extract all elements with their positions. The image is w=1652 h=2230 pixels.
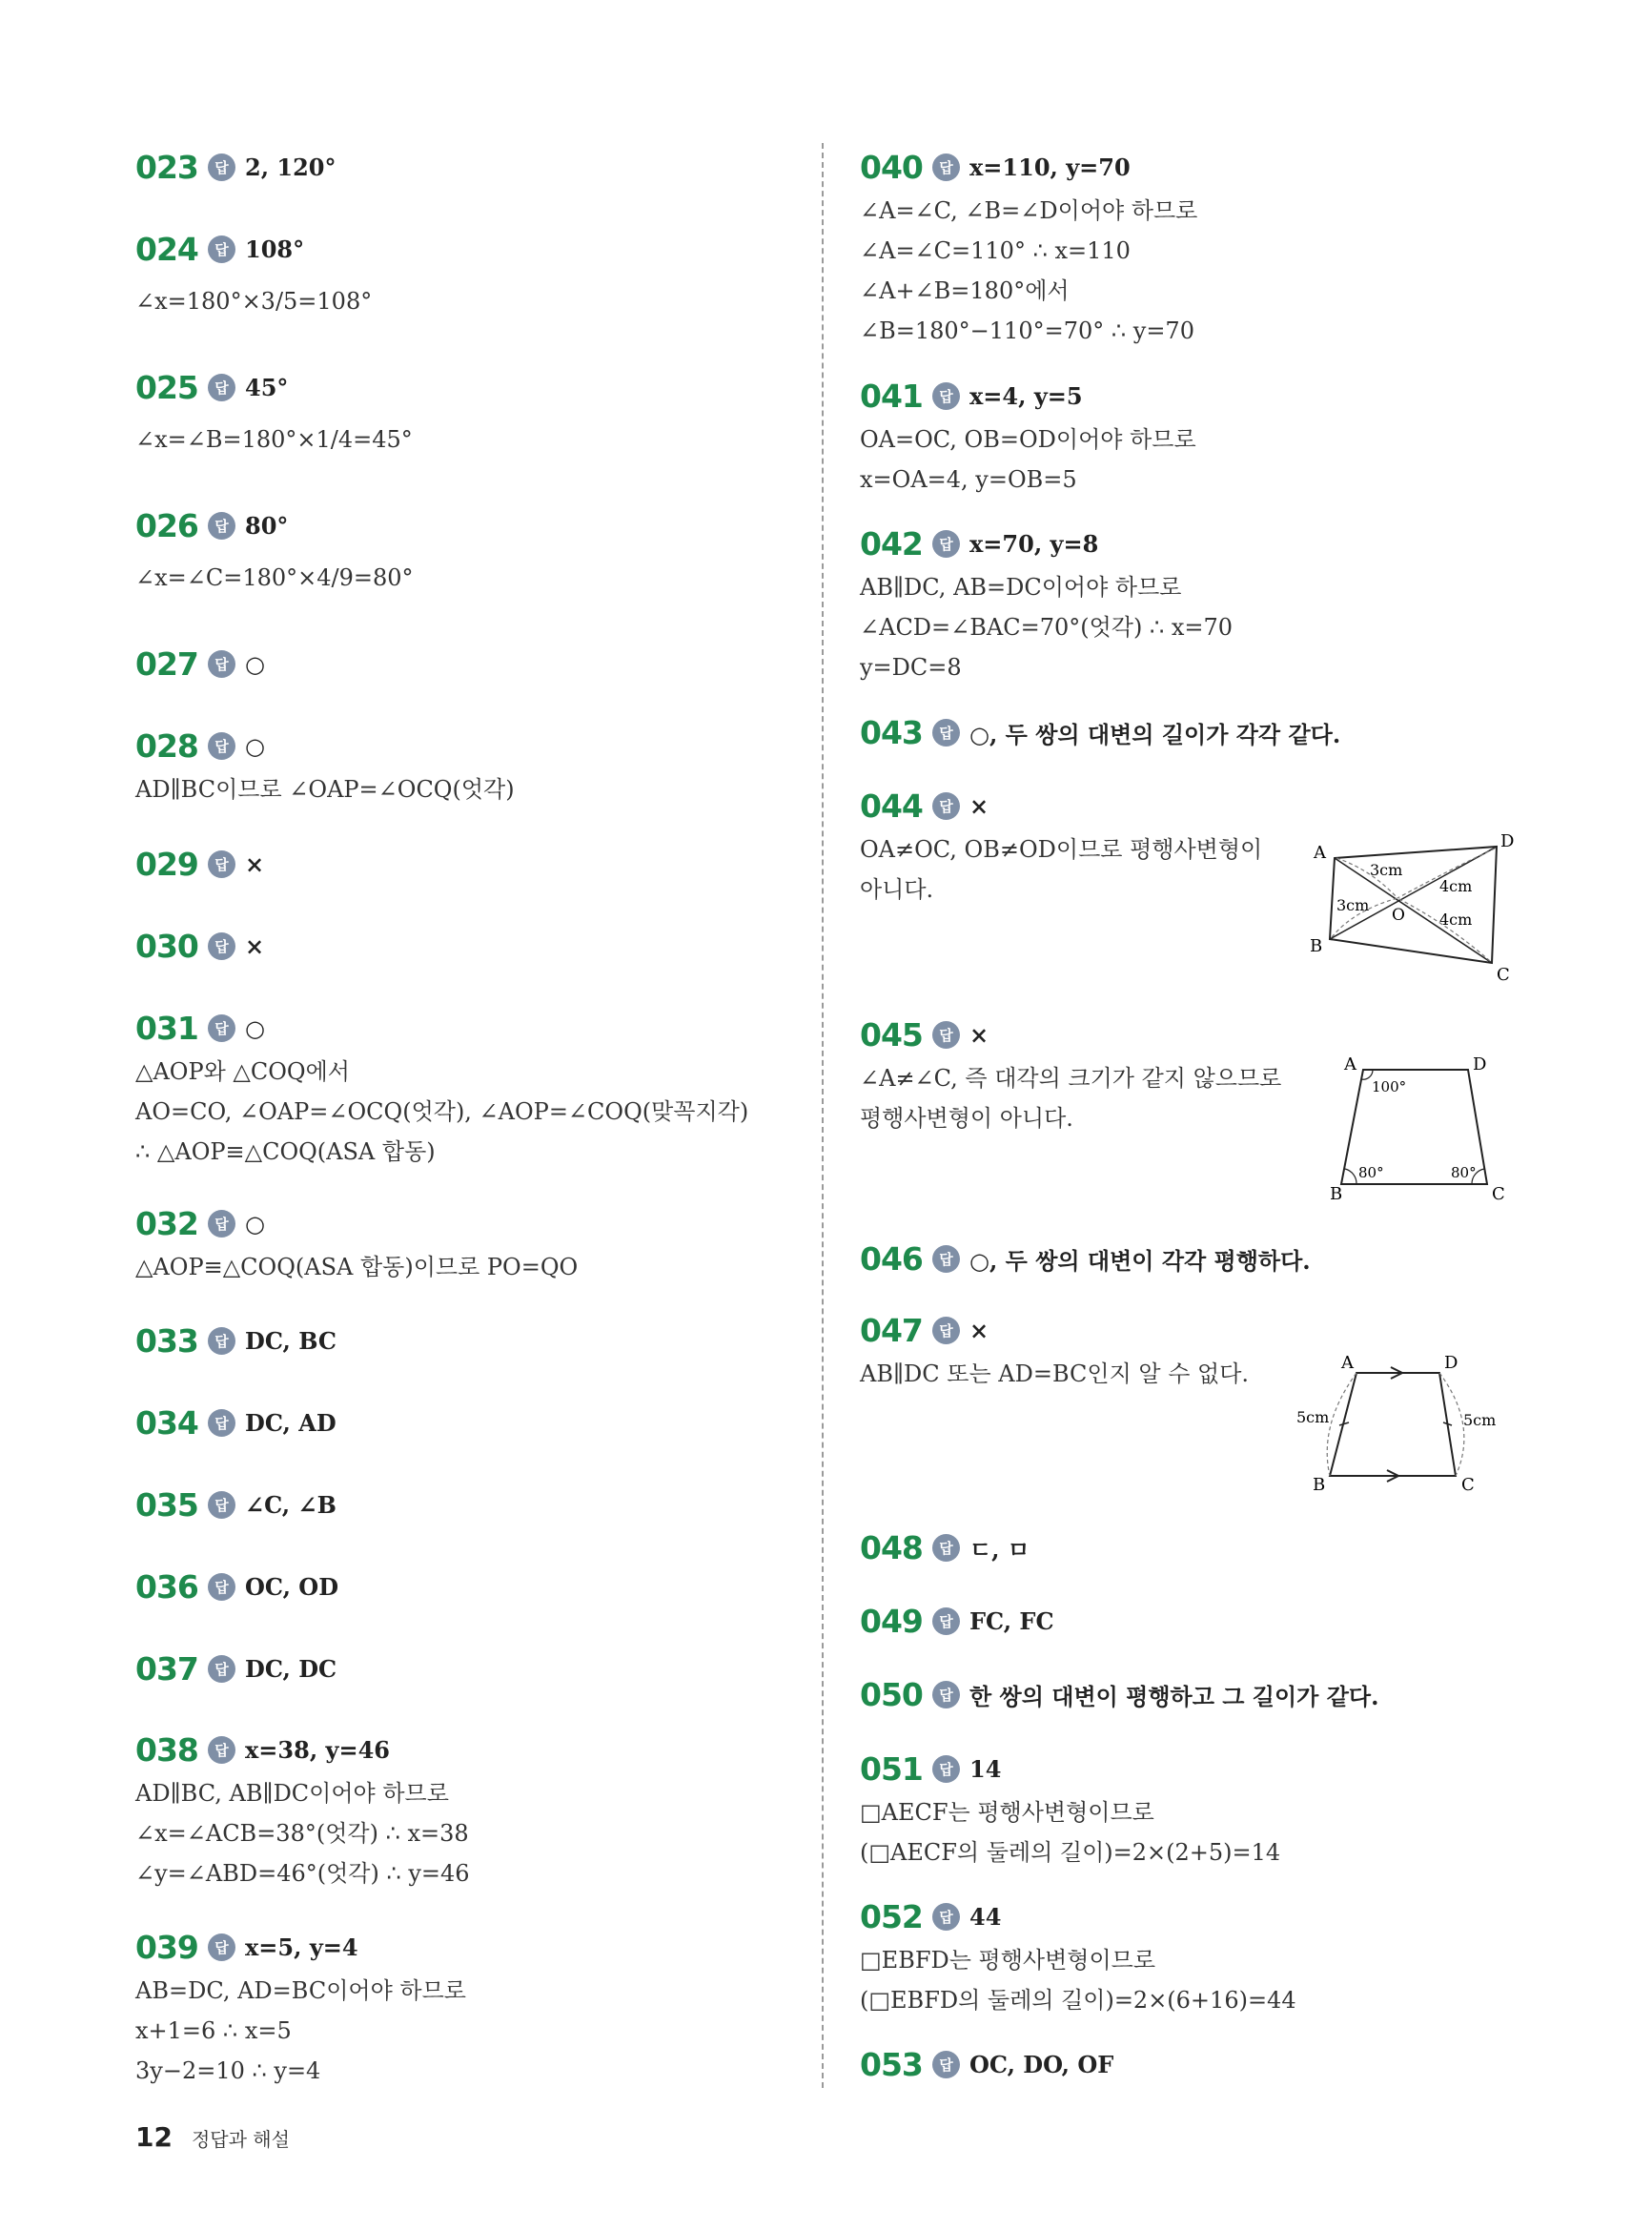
answer-badge-icon: 답 xyxy=(208,1736,235,1764)
problem-036 xyxy=(135,1563,803,1610)
problem-number: 036 xyxy=(135,1567,198,1606)
answer: OC, OD xyxy=(245,1572,339,1601)
answer: 2, 120° xyxy=(245,153,337,181)
problem-number: 030 xyxy=(135,927,198,965)
explanation-line: 3y−2=10 ∴ y=4 xyxy=(135,2057,321,2084)
problem-number: 024 xyxy=(135,230,198,268)
problem-040 xyxy=(860,143,1527,351)
explanation-line: ∠x=∠ACB=38°(엇각) ∴ x=38 xyxy=(135,1820,469,1847)
explanation-line: ∠A+∠B=180°에서 xyxy=(860,277,1070,304)
problem-039 xyxy=(135,1923,803,2091)
answer: x=38, y=46 xyxy=(245,1735,390,1764)
problem-number: 053 xyxy=(860,2045,923,2083)
answer-badge-icon: 답 xyxy=(208,932,235,960)
explanation-line: x=OA=4, y=OB=5 xyxy=(860,466,1077,493)
answer: 14 xyxy=(969,1754,1002,1783)
problem-033 xyxy=(135,1317,803,1364)
answer-badge-icon: 답 xyxy=(208,153,235,181)
problem-052 xyxy=(860,1892,1527,2020)
problem-029 xyxy=(135,840,803,888)
answer-badge-icon: 답 xyxy=(208,1014,235,1042)
problem-number: 023 xyxy=(135,148,198,186)
problem-number: 045 xyxy=(860,1015,923,1054)
answer-badge-icon: 답 xyxy=(932,1317,960,1344)
explanation-line: 아니다. xyxy=(860,876,934,903)
problem-number: 028 xyxy=(135,726,198,765)
answer: x=5, y=4 xyxy=(245,1933,358,1961)
problem-053 xyxy=(860,2040,1527,2088)
answer-badge-icon: 답 xyxy=(932,382,960,410)
explanation-line: AB=DC, AD=BC이어야 하므로 xyxy=(135,1977,466,2004)
explanation-line: (□AECF의 둘레의 길이)=2×(2+5)=14 xyxy=(860,1839,1281,1866)
answer: 108° xyxy=(245,235,305,263)
label-5cm-right: 5cm xyxy=(1463,1411,1497,1429)
answer: ㄷ, ㅁ xyxy=(969,1535,1030,1564)
answer: × xyxy=(969,1020,989,1049)
answer-badge-icon: 답 xyxy=(932,792,960,820)
answer: x=70, y=8 xyxy=(969,529,1099,558)
explanation-line: ∠x=180°×3/5=108° xyxy=(135,288,373,315)
answer: × xyxy=(969,1316,989,1344)
answer-badge-icon: 답 xyxy=(932,1607,960,1635)
answer-badge-icon: 답 xyxy=(932,1245,960,1273)
label-b: B xyxy=(1310,936,1323,956)
answer-badge-icon: 답 xyxy=(208,374,235,401)
problem-number: 040 xyxy=(860,148,923,186)
label-5cm-left: 5cm xyxy=(1296,1408,1330,1426)
figure-045-trapezoid xyxy=(1330,1049,1520,1205)
answer: DC, BC xyxy=(245,1326,337,1355)
explanation-line: △AOP≡△COQ(ASA 합동)이므로 PO=QO xyxy=(135,1254,579,1280)
explanation-line: □AECF는 평행사변형이므로 xyxy=(860,1799,1154,1826)
answer: 한 쌍의 대변이 평행하고 그 길이가 같다. xyxy=(969,1682,1379,1710)
problem-number: 025 xyxy=(135,368,198,406)
answer: 44 xyxy=(969,1902,1002,1931)
explanation-line: AB∥DC, AB=DC이어야 하므로 xyxy=(860,574,1182,601)
problem-number: 037 xyxy=(135,1649,198,1688)
answer-badge-icon: 답 xyxy=(932,719,960,747)
answer-badge-icon: 답 xyxy=(932,530,960,558)
answer: ○ xyxy=(245,1209,265,1238)
problem-035 xyxy=(135,1481,803,1528)
answer-badge-icon: 답 xyxy=(932,1755,960,1783)
answer: 80° xyxy=(245,511,289,540)
problem-number: 027 xyxy=(135,644,198,683)
answer: × xyxy=(969,791,989,820)
problem-050 xyxy=(860,1670,1527,1718)
explanation-line: OA=OC, OB=OD이어야 하므로 xyxy=(860,426,1196,453)
problem-031 xyxy=(135,1004,803,1172)
explanation-line: AD∥BC, AB∥DC이어야 하므로 xyxy=(135,1780,449,1807)
label-angle-b: 80° xyxy=(1358,1164,1384,1181)
answer: FC, FC xyxy=(969,1606,1054,1635)
explanation-line: ∴ △AOP≡△COQ(ASA 합동) xyxy=(135,1138,436,1165)
figure-047-trapezoid xyxy=(1292,1349,1520,1496)
label-a: A xyxy=(1344,1054,1356,1074)
problem-051 xyxy=(860,1745,1527,1872)
problem-048 xyxy=(860,1524,1527,1571)
label-angle-a: 100° xyxy=(1372,1078,1407,1095)
explanation-line: AD∥BC이므로 ∠OAP=∠OCQ(엇각) xyxy=(135,776,515,803)
answer-badge-icon: 답 xyxy=(932,1534,960,1562)
answer-badge-icon: 답 xyxy=(208,1210,235,1238)
problem-number: 047 xyxy=(860,1311,923,1349)
label-d: D xyxy=(1500,831,1515,851)
answer: OC, DO, OF xyxy=(969,2050,1114,2078)
label-c: C xyxy=(1497,965,1510,982)
label-angle-c: 80° xyxy=(1451,1164,1477,1181)
answer-badge-icon: 답 xyxy=(208,1491,235,1519)
problem-number: 026 xyxy=(135,506,198,544)
answer: x=4, y=5 xyxy=(969,381,1083,410)
answer: ○ xyxy=(245,1013,265,1042)
problem-028 xyxy=(135,722,803,809)
problem-number: 052 xyxy=(860,1897,923,1935)
answer-badge-icon: 답 xyxy=(932,1903,960,1931)
problem-number: 029 xyxy=(135,845,198,883)
answer-badge-icon: 답 xyxy=(208,732,235,760)
page-number: 12 xyxy=(135,2121,173,2153)
problem-number: 044 xyxy=(860,787,923,825)
label-c: C xyxy=(1461,1475,1475,1492)
problem-043 xyxy=(860,708,1527,756)
answer: 45° xyxy=(245,373,289,401)
problem-number: 041 xyxy=(860,377,923,415)
problem-number: 031 xyxy=(135,1009,198,1047)
answer: ○, 두 쌍의 대변의 길이가 각각 같다. xyxy=(969,720,1341,748)
answer-badge-icon: 답 xyxy=(932,1681,960,1708)
explanation-line: OA≠OC, OB≠OD이므로 평행사변형이 xyxy=(860,836,1263,863)
answer: × xyxy=(245,931,265,960)
answer-badge-icon: 답 xyxy=(932,153,960,181)
explanation-line: ∠A=∠C, ∠B=∠D이어야 하므로 xyxy=(860,197,1198,224)
explanation-line: △AOP와 △COQ에서 xyxy=(135,1058,350,1085)
explanation-line: AO=CO, ∠OAP=∠OCQ(엇각), ∠AOP=∠COQ(맞꼭지각) xyxy=(135,1098,749,1125)
problem-025 xyxy=(135,363,803,468)
label-d: D xyxy=(1473,1054,1487,1074)
label-3cm-top: 3cm xyxy=(1370,861,1403,879)
problem-number: 039 xyxy=(135,1928,198,1966)
explanation-line: □EBFD는 평행사변형이므로 xyxy=(860,1947,1156,1974)
problem-042 xyxy=(860,520,1527,687)
answer: DC, DC xyxy=(245,1654,337,1683)
answer: ○, 두 쌍의 대변이 각각 평행하다. xyxy=(969,1246,1311,1275)
label-o: O xyxy=(1392,906,1405,925)
answer-badge-icon: 답 xyxy=(208,1573,235,1601)
label-a: A xyxy=(1314,843,1326,863)
answer-badge-icon: 답 xyxy=(208,1933,235,1961)
problem-027 xyxy=(135,640,803,687)
label-4cm-bottom: 4cm xyxy=(1439,910,1473,929)
answer-badge-icon: 답 xyxy=(208,512,235,540)
answer-badge-icon: 답 xyxy=(208,850,235,878)
explanation-line: x+1=6 ∴ x=5 xyxy=(135,2017,292,2044)
problem-number: 050 xyxy=(860,1675,923,1713)
explanation-line: ∠x=∠C=180°×4/9=80° xyxy=(135,564,414,591)
angle-b-arc xyxy=(1345,1169,1356,1184)
answer: ∠C, ∠B xyxy=(245,1490,337,1519)
problem-038 xyxy=(135,1726,803,1893)
explanation-line: ∠B=180°−110°=70° ∴ y=70 xyxy=(860,317,1194,344)
answer-badge-icon: 답 xyxy=(932,1021,960,1049)
label-3cm-left: 3cm xyxy=(1336,896,1370,914)
page-footer xyxy=(135,2121,290,2153)
answer: × xyxy=(245,849,265,878)
answer: ○ xyxy=(245,649,265,678)
explanation-line: ∠A≠∠C, 즉 대각의 크기가 같지 않으므로 xyxy=(860,1065,1282,1092)
problem-number: 049 xyxy=(860,1602,923,1640)
problem-026 xyxy=(135,501,803,606)
problem-023 xyxy=(135,143,803,191)
answer: x=110, y=70 xyxy=(969,153,1131,181)
problem-046 xyxy=(860,1235,1527,1282)
problem-number: 038 xyxy=(135,1730,198,1769)
figure-044-quadrilateral xyxy=(1296,829,1525,986)
answer-badge-icon: 답 xyxy=(208,650,235,678)
problem-number: 032 xyxy=(135,1204,198,1242)
answer-badge-icon: 답 xyxy=(208,1327,235,1355)
problem-024 xyxy=(135,225,803,330)
problem-030 xyxy=(135,922,803,970)
explanation-line: AB∥DC 또는 AD=BC인지 알 수 없다. xyxy=(860,1361,1250,1387)
page-label: 정답과 해설 xyxy=(191,2128,290,2151)
problem-number: 035 xyxy=(135,1485,198,1524)
answer-badge-icon: 답 xyxy=(208,1655,235,1683)
answer-badge-icon: 답 xyxy=(932,2051,960,2078)
problem-041 xyxy=(860,372,1527,500)
problem-number: 033 xyxy=(135,1321,198,1360)
explanation-line: (□EBFD의 둘레의 길이)=2×(6+16)=44 xyxy=(860,1987,1296,2014)
explanation-line: ∠y=∠ABD=46°(엇각) ∴ y=46 xyxy=(135,1860,470,1887)
problem-037 xyxy=(135,1645,803,1692)
answer: DC, AD xyxy=(245,1408,337,1437)
problem-number: 051 xyxy=(860,1749,923,1788)
problem-number: 046 xyxy=(860,1239,923,1278)
problem-032 xyxy=(135,1199,803,1287)
answer: ○ xyxy=(245,731,265,760)
label-b: B xyxy=(1330,1184,1343,1201)
problem-number: 042 xyxy=(860,524,923,563)
problem-049 xyxy=(860,1597,1527,1645)
answer-badge-icon: 답 xyxy=(208,1409,235,1437)
column-divider xyxy=(822,143,824,2088)
dim-arc-right xyxy=(1439,1373,1464,1476)
label-a: A xyxy=(1341,1353,1354,1373)
problem-number: 048 xyxy=(860,1528,923,1566)
explanation-line: 평행사변형이 아니다. xyxy=(860,1105,1073,1132)
label-d: D xyxy=(1444,1353,1458,1373)
label-c: C xyxy=(1492,1184,1505,1201)
problem-number: 034 xyxy=(135,1403,198,1442)
explanation-line: ∠ACD=∠BAC=70°(엇각) ∴ x=70 xyxy=(860,614,1234,641)
problem-number: 043 xyxy=(860,713,923,751)
explanation-line: y=DC=8 xyxy=(860,654,962,681)
trapezoid-outline xyxy=(1330,1373,1456,1476)
answer-badge-icon: 답 xyxy=(208,235,235,263)
explanation-line: ∠A=∠C=110° ∴ x=110 xyxy=(860,237,1131,264)
label-b: B xyxy=(1313,1475,1326,1492)
label-4cm-top: 4cm xyxy=(1439,877,1473,895)
problem-034 xyxy=(135,1399,803,1446)
explanation-line: ∠x=∠B=180°×1/4=45° xyxy=(135,426,413,453)
